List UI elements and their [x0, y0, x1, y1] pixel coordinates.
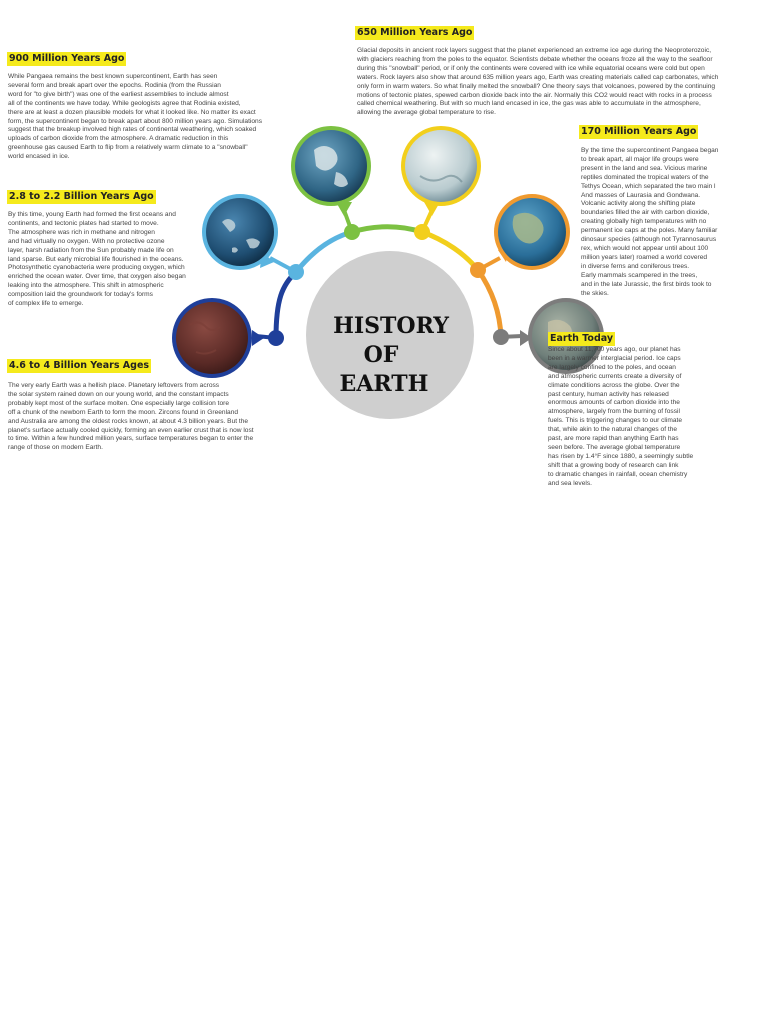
node-light-blue	[288, 264, 304, 280]
heading-2-8-billion: 2.8 to 2.2 Billion Years Ago	[9, 191, 154, 202]
heading-4-6-billion: 4.6 to 4 Billion Years Ages	[9, 360, 150, 371]
early-ocean-earth-icon	[202, 194, 278, 270]
node-orange	[470, 262, 486, 278]
title-line-2: OF	[363, 342, 399, 368]
node-yellow	[414, 224, 430, 240]
heading-170-million: 170 Million Years Ago	[581, 126, 697, 137]
rodinia-earth-icon	[291, 126, 371, 216]
text-4-6-billion: The very early Earth was a hellish place. Planetary leftovers from across the solar system rained down on our young world, and the constant impacts probably kept most of the surface molten. One especially large collision tore off a chunk of the newborn Earth to form the moon. Zircons found in Greenland and Australia are among the oldest rocks known, at about 4.3 billion years. But the planet's surface actually cooled quickly, forming an even earlier crust that is now lost to time. Within a few hundred million years, surface temperatures began to enter the range of those on modern Earth.	[8, 382, 254, 452]
text-170-million: By the time the supercontinent Pangaea began to break apart, all major life groups were present in the land and sea. Vicious marine reptiles dominated the tropical waters of the Tethys Ocean, which separated the two main l And masses of Laurasia and Gondwana. Volcanic activity along the shifting plate boundaries filled the air with carbon dioxide, creating globally high temperatures with no permanent ice caps at the poles. Many familiar dinosaur species (although not Tyrannosaurus rex, which would not appear until about 100 million years later) roamed a world covered in diverse ferns and coniferous trees. Early mammals scampered in the trees, and in the late Jurassic, the first birds took to the skies.	[581, 147, 719, 297]
title-line-1: HISTORY	[333, 313, 449, 339]
arc-orange	[478, 270, 501, 337]
heading-earth-today: Earth Today	[550, 333, 614, 344]
title-line-3: EARTH	[339, 371, 429, 397]
text-900-million: While Pangaea remains the best known supercontinent, Earth has seen several form and break apart over the epochs. Rodinia (from the Russian word for "to give birth") was one of the earliest assemblies to include almost all of the continents we have today. While geologists agree that Rodinia existed, there are at least a dozen plausible models for what it looked like. No matter its exact form, the supercontinent began to break apart about 800 million years ago. Simulations suggest that the breakup involved high rates of continental weathering, which soaked uploads of carbon dioxide from the atmosphere. A dramatic reduction in this greenhouse gas caused Earth to flip from a relatively warm climate to a "snowball" world encased in ice.	[8, 73, 263, 161]
text-2-8-billion: By this time, young Earth had formed the first oceans and continents, and tectonic plates had started to move. The atmosphere was rich in methane and nitrogen and had virtually no oxygen. With no protective ozone layer, harsh radiation from the Sun probably made life on land sparse. But early microbial life flourished in the oceans. Photosynthetic cyanobacteria were producing oxygen, which enriched the ocean water. Over time, that oxygen also began leaking into the atmosphere. This shift in atmospheric composition laid the groundwork for today's forms of complex life to emerge.	[8, 211, 186, 308]
node-gray	[493, 329, 509, 345]
heading-650-million: 650 Million Years Ago	[357, 27, 473, 38]
arc-dark-blue	[276, 272, 296, 338]
snowball-earth-icon	[401, 126, 481, 216]
molten-earth-icon	[172, 298, 264, 378]
node-dark-blue	[268, 330, 284, 346]
text-650-million: Glacial deposits in ancient rock layers suggest that the planet experienced an extreme ice age during the Neoproterozoic, with glaciers reaching from the poles to the equator. Scientists debate whether the oceans froze all the way to the seafloor during this "snowball" period, or if only the continents were covered with ice while equatorial oceans were cold but open waters. Rock layers also show that around 635 million years ago, Earth was creating materials called cap carbonates, which only form in warm waters. So what finally melted the snowball? One theory says that volcanoes, powered by the continuing motions of tectonic plates, spewed carbon dioxide back into the air. Normally this CO2 would react with rocks in a process called chemical weathering. But with so much land encased in ice, the gas was able to accumulate in the atmosphere, allowing the average global temperature to rise.	[357, 47, 719, 117]
text-earth-today: Since about 11,700 years ago, our planet has been in a warmer interglacial period. Ice caps are largely confined to the poles, and ocean and atmospheric currents create a diversity of climate conditions across the globe. Over the past century, human activity has released enormous amounts of carbon dioxide into the atmosphere, largely from the burning of fossil fuels. This is triggering changes to our climate that, while akin to the natural changes of the past, are more rapid than anything Earth has seen before. The average global temperature has risen by 1.4°F since 1880, a seemingly subtle shift that a growing body of research can link to dramatic changes in rainfall, ocean chemistry and sea levels.	[548, 346, 694, 487]
pangaea-earth-icon	[494, 194, 570, 270]
arc-green	[352, 227, 422, 232]
node-green	[344, 224, 360, 240]
heading-900-million: 900 Million Years Ago	[9, 53, 125, 64]
